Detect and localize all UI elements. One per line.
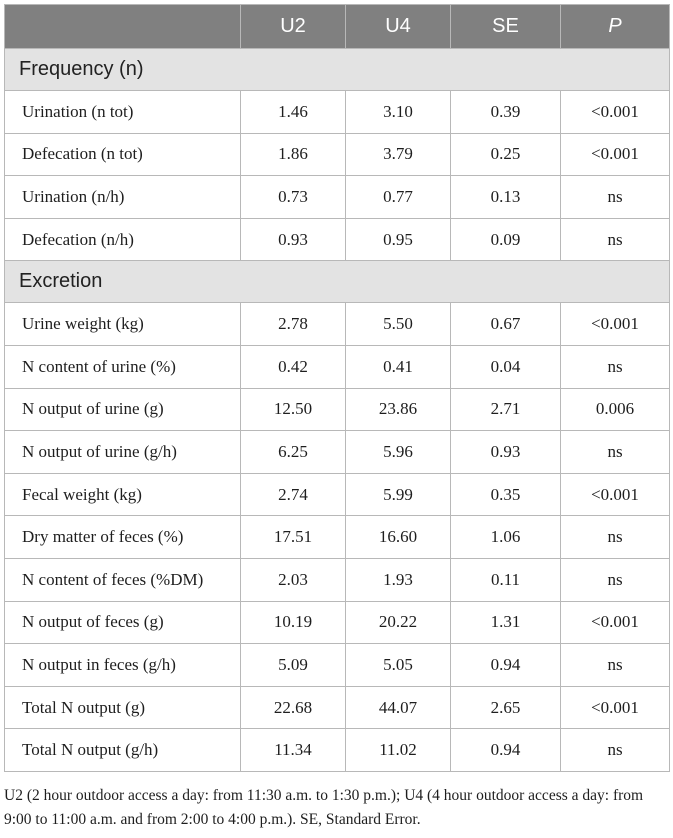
cell-se: 0.11 <box>451 558 561 601</box>
table-row <box>5 516 670 559</box>
table-row <box>5 601 670 644</box>
table-row <box>5 558 670 601</box>
cell-p: ns <box>561 176 670 219</box>
cell-u2: 11.34 <box>241 729 346 772</box>
table-row <box>5 303 670 346</box>
row-label: N output in feces (g/h) <box>5 644 241 687</box>
cell-p: ns <box>561 644 670 687</box>
section-row <box>5 261 670 303</box>
table-row <box>5 91 670 134</box>
table-footnote: U2 (2 hour outdoor access a day: from 11:30 a.m. to 1:30 p.m.); U4 (4 hour outdoor access a day: from 9:00 to 11:00 a.m. and from 2:00 to 4:00 p.m.). SE, Standard Error. <box>4 787 644 828</box>
table-row <box>5 644 670 687</box>
table-body <box>5 49 670 772</box>
row-label: Defecation (n tot) <box>5 133 241 176</box>
cell-u2: 2.74 <box>241 473 346 516</box>
row-label: N output of urine (g/h) <box>5 431 241 474</box>
cell-u2: 0.42 <box>241 345 346 388</box>
cell-p: <0.001 <box>561 91 670 134</box>
cell-se: 0.13 <box>451 176 561 219</box>
row-label: Urination (n tot) <box>5 91 241 134</box>
cell-p: <0.001 <box>561 473 670 516</box>
cell-se: 0.04 <box>451 345 561 388</box>
cell-se: 0.09 <box>451 218 561 261</box>
row-label: N content of urine (%) <box>5 345 241 388</box>
cell-p: ns <box>561 431 670 474</box>
cell-u2: 6.25 <box>241 431 346 474</box>
cell-u4: 1.93 <box>346 558 451 601</box>
table-row <box>5 729 670 772</box>
row-label: Total N output (g) <box>5 686 241 729</box>
header-blank <box>5 5 241 49</box>
row-label: Urination (n/h) <box>5 176 241 219</box>
cell-se: 0.94 <box>451 644 561 687</box>
row-label: Fecal weight (kg) <box>5 473 241 516</box>
cell-se: 2.71 <box>451 388 561 431</box>
row-label: N output of feces (g) <box>5 601 241 644</box>
cell-p: <0.001 <box>561 303 670 346</box>
cell-p: ns <box>561 516 670 559</box>
cell-se: 1.06 <box>451 516 561 559</box>
header-u4: U4 <box>346 5 451 49</box>
cell-p: 0.006 <box>561 388 670 431</box>
cell-u4: 5.05 <box>346 644 451 687</box>
cell-se: 0.93 <box>451 431 561 474</box>
row-label: Defecation (n/h) <box>5 218 241 261</box>
cell-se: 1.31 <box>451 601 561 644</box>
cell-u4: 3.10 <box>346 91 451 134</box>
cell-u2: 2.78 <box>241 303 346 346</box>
cell-u4: 5.96 <box>346 431 451 474</box>
table-row <box>5 218 670 261</box>
table-row <box>5 133 670 176</box>
cell-p: ns <box>561 218 670 261</box>
cell-u4: 23.86 <box>346 388 451 431</box>
cell-u2: 10.19 <box>241 601 346 644</box>
cell-p: <0.001 <box>561 686 670 729</box>
cell-u2: 2.03 <box>241 558 346 601</box>
cell-p: ns <box>561 558 670 601</box>
cell-p: <0.001 <box>561 133 670 176</box>
header-p: P <box>561 5 670 49</box>
row-label: Total N output (g/h) <box>5 729 241 772</box>
cell-se: 0.67 <box>451 303 561 346</box>
cell-u4: 0.77 <box>346 176 451 219</box>
cell-u2: 1.86 <box>241 133 346 176</box>
section-title: Frequency (n) <box>5 49 670 91</box>
table-row <box>5 686 670 729</box>
cell-se: 0.35 <box>451 473 561 516</box>
cell-u4: 44.07 <box>346 686 451 729</box>
cell-u2: 1.46 <box>241 91 346 134</box>
cell-p: <0.001 <box>561 601 670 644</box>
row-label: N output of urine (g) <box>5 388 241 431</box>
cell-u2: 0.93 <box>241 218 346 261</box>
table-row <box>5 176 670 219</box>
cell-se: 0.25 <box>451 133 561 176</box>
cell-p: ns <box>561 345 670 388</box>
section-row <box>5 49 670 91</box>
cell-u4: 16.60 <box>346 516 451 559</box>
cell-u2: 0.73 <box>241 176 346 219</box>
row-label: Urine weight (kg) <box>5 303 241 346</box>
cell-u4: 0.95 <box>346 218 451 261</box>
cell-u2: 5.09 <box>241 644 346 687</box>
cell-u2: 17.51 <box>241 516 346 559</box>
cell-se: 0.39 <box>451 91 561 134</box>
results-table-container <box>4 4 669 772</box>
table-row <box>5 431 670 474</box>
cell-p: ns <box>561 729 670 772</box>
table-row <box>5 388 670 431</box>
row-label: Dry matter of feces (%) <box>5 516 241 559</box>
cell-u4: 20.22 <box>346 601 451 644</box>
cell-u4: 11.02 <box>346 729 451 772</box>
cell-u4: 0.41 <box>346 345 451 388</box>
header-row <box>5 5 670 49</box>
results-table <box>4 4 670 772</box>
cell-u2: 22.68 <box>241 686 346 729</box>
cell-u4: 3.79 <box>346 133 451 176</box>
cell-u4: 5.50 <box>346 303 451 346</box>
cell-u2: 12.50 <box>241 388 346 431</box>
table-row <box>5 473 670 516</box>
table-row <box>5 345 670 388</box>
row-label: N content of feces (%DM) <box>5 558 241 601</box>
cell-se: 0.94 <box>451 729 561 772</box>
cell-u4: 5.99 <box>346 473 451 516</box>
section-title: Excretion <box>5 261 670 303</box>
header-se: SE <box>451 5 561 49</box>
cell-se: 2.65 <box>451 686 561 729</box>
header-u2: U2 <box>241 5 346 49</box>
